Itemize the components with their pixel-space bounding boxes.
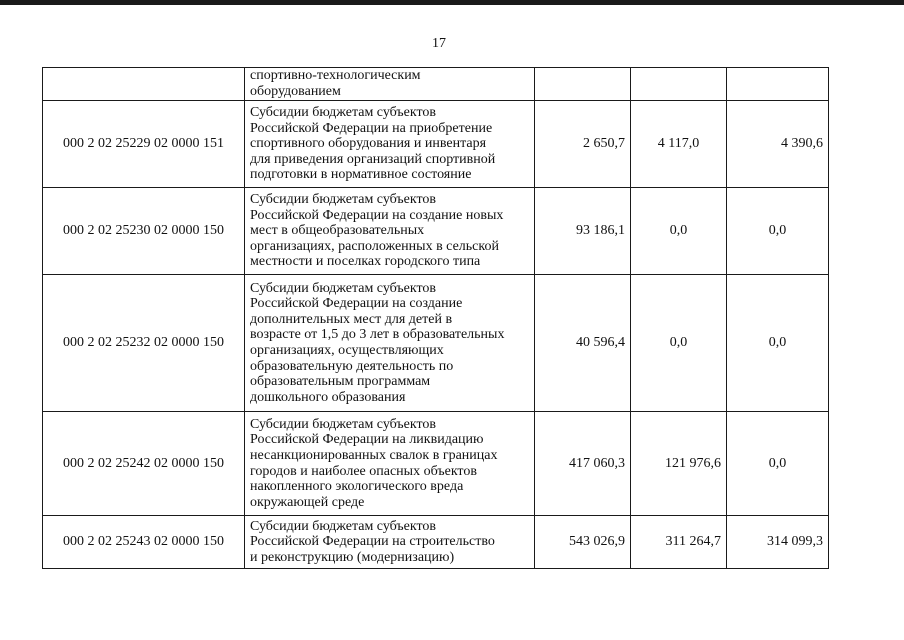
revenue-name-line: Российской Федерации на ликвидацию bbox=[250, 432, 484, 448]
amount-2020-cell: 4 117,0 bbox=[631, 101, 727, 188]
budget-code-cell: 000 2 02 25232 02 0000 150 bbox=[43, 275, 245, 412]
revenue-name-line: Субсидии бюджетам субъектов bbox=[250, 518, 437, 534]
amount-2020-cell: 0,0 bbox=[631, 188, 727, 275]
amount-2021-cell: 4 390,6 bbox=[727, 101, 829, 188]
revenue-name-line: Российской Федерации на создание новых bbox=[250, 207, 504, 223]
amount-2019-cell: 93 186,1 bbox=[535, 188, 631, 275]
amount-2020-cell bbox=[631, 68, 727, 101]
revenue-name-cell bbox=[245, 412, 535, 516]
amount-2019-cell: 2 650,7 bbox=[535, 101, 631, 188]
revenue-name-cell bbox=[245, 68, 535, 101]
budget-code-cell: 000 2 02 25229 02 0000 151 bbox=[43, 101, 245, 188]
revenue-name-line: местности и поселках городского типа bbox=[250, 254, 481, 270]
revenue-name-line: Российской Федерации на создание bbox=[250, 296, 463, 312]
revenue-name-line: спортивно-технологическим bbox=[250, 68, 421, 84]
revenue-name-line: несанкционированных свалок в границах bbox=[250, 447, 498, 463]
revenue-name-line: окружающей среде bbox=[250, 494, 365, 510]
revenue-name-line: Субсидии бюджетам субъектов bbox=[250, 105, 437, 121]
budget-code-cell: 000 2 02 25242 02 0000 150 bbox=[43, 412, 245, 516]
budget-code-cell: 000 2 02 25243 02 0000 150 bbox=[43, 516, 245, 569]
amount-2019-cell: 417 060,3 bbox=[535, 412, 631, 516]
revenue-name-line: накопленного экологического вреда bbox=[250, 479, 464, 495]
page-number: 17 bbox=[432, 36, 446, 51]
revenue-name-line: дополнительных мест для детей в bbox=[250, 311, 453, 327]
table-row bbox=[43, 188, 829, 275]
scan-top-border bbox=[0, 0, 904, 5]
revenue-name-line: организациях, осуществляющих bbox=[250, 343, 444, 358]
revenue-name-line: Субсидии бюджетам субъектов bbox=[250, 192, 437, 208]
revenue-name-line: образовательную деятельность по bbox=[250, 358, 454, 374]
revenue-name-line: Российской Федерации на строительство bbox=[250, 534, 495, 550]
amount-2019-cell: 40 596,4 bbox=[535, 275, 631, 412]
budget-code-cell bbox=[43, 68, 245, 101]
revenue-name-line: подготовки в нормативное состояние bbox=[250, 167, 472, 183]
revenue-name-line: оборудованием bbox=[250, 84, 341, 99]
revenue-name-cell bbox=[245, 101, 535, 188]
amount-2019-cell: 543 026,9 bbox=[535, 516, 631, 569]
table-row bbox=[43, 68, 829, 101]
table-row bbox=[43, 412, 829, 516]
budget-code-cell: 000 2 02 25230 02 0000 150 bbox=[43, 188, 245, 275]
revenue-name-line: дошкольного образования bbox=[250, 389, 406, 405]
revenue-name-line: возрасте от 1,5 до 3 лет в образовательных bbox=[250, 327, 505, 343]
revenue-name-line: образовательным программам bbox=[250, 374, 431, 390]
amount-2020-cell: 0,0 bbox=[631, 275, 727, 412]
amount-2021-cell: 0,0 bbox=[727, 188, 829, 275]
revenue-name-line: Субсидии бюджетам субъектов bbox=[250, 416, 437, 432]
revenue-name-line: городов и наиболее опасных объектов bbox=[250, 463, 477, 479]
amount-2021-cell bbox=[727, 68, 829, 101]
revenue-name-line: мест в общеобразовательных bbox=[250, 223, 425, 239]
revenue-name-line: спортивного оборудования и инвентаря bbox=[250, 136, 487, 152]
table-row bbox=[43, 516, 829, 569]
table-row bbox=[43, 101, 829, 188]
amount-2020-cell: 311 264,7 bbox=[631, 516, 727, 569]
revenue-name-cell bbox=[245, 188, 535, 275]
amount-2021-cell: 0,0 bbox=[727, 412, 829, 516]
revenue-name-line: Российской Федерации на приобретение bbox=[250, 120, 493, 136]
revenue-name-line: Субсидии бюджетам субъектов bbox=[250, 280, 437, 296]
amount-2020-cell: 121 976,6 bbox=[631, 412, 727, 516]
budget-revenue-table bbox=[42, 67, 829, 569]
amount-2019-cell bbox=[535, 68, 631, 101]
table-row bbox=[43, 275, 829, 412]
revenue-name-cell bbox=[245, 516, 535, 569]
revenue-name-line: и реконструкцию (модернизацию) bbox=[250, 549, 455, 565]
revenue-name-cell bbox=[245, 275, 535, 412]
amount-2021-cell: 0,0 bbox=[727, 275, 829, 412]
revenue-name-line: организациях, расположенных в сельской bbox=[250, 238, 499, 254]
revenue-name-line: для приведения организаций спортивной bbox=[250, 151, 496, 167]
amount-2021-cell: 314 099,3 bbox=[727, 516, 829, 569]
